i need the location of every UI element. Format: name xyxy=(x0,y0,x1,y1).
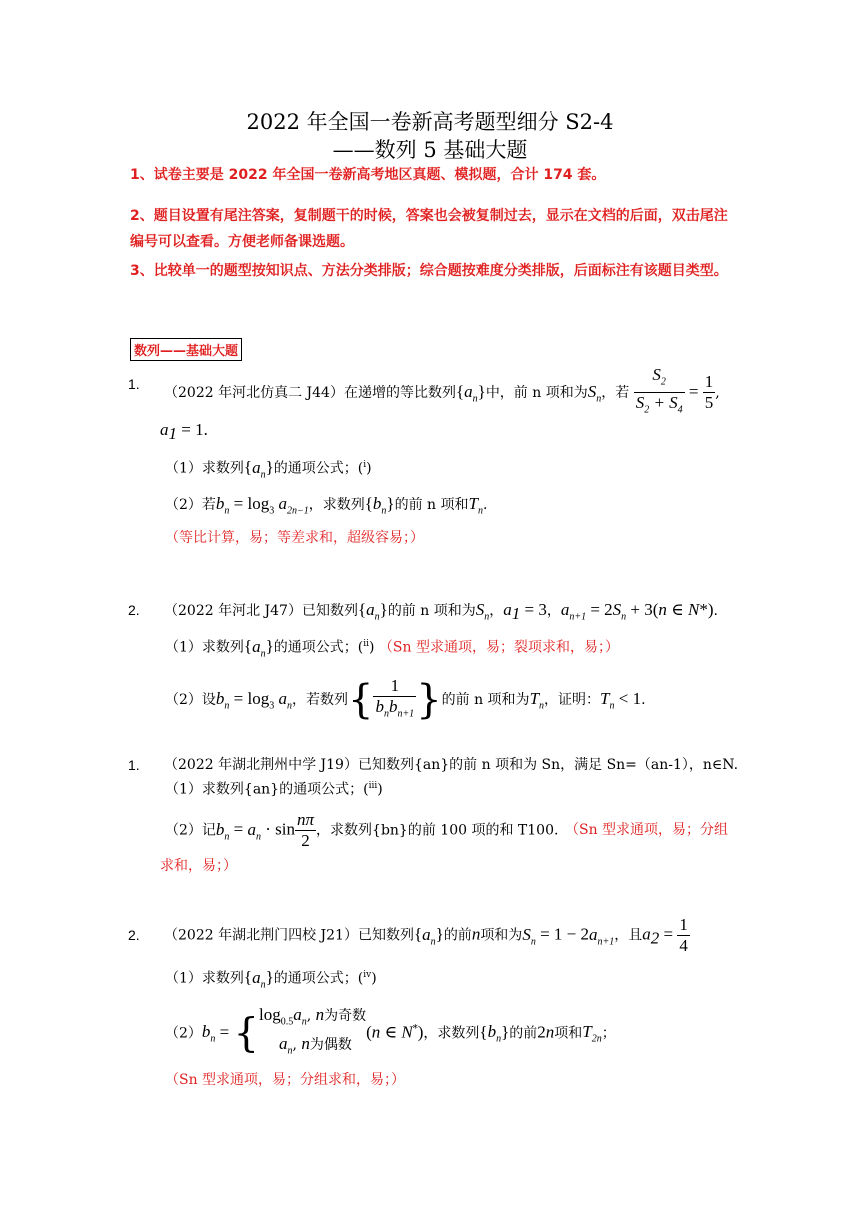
part-text: （2） xyxy=(165,1025,202,1042)
part-text: （2）设 xyxy=(165,692,216,709)
part-text: （2）记 xyxy=(165,822,216,839)
part-text: ，求数列{bn}的前 100 项的和 T100. xyxy=(316,822,559,839)
stem-text: 项和为 xyxy=(480,927,523,944)
part-1: （1）求数列$\{a_n\}$的通项公式；($^{ii}$) （Sn 型求通项，易；裂项求和，易；） xyxy=(165,636,619,660)
part-text: （1）求数列{an}的通项公式； xyxy=(165,781,364,798)
part-text: （2）若 xyxy=(165,497,216,513)
stem-text: 已知数列 xyxy=(357,927,414,944)
note-2: 2、题目设置有尾注答案，复制题干的时候，答案也会被复制过去，显示在文档的后面，双击尾注编号可以查看。方便老师备课选题。 xyxy=(130,208,728,250)
problem-source: （2022 年湖北荆门四校 J21） xyxy=(164,927,358,944)
endnote-ref[interactable]: iv xyxy=(363,970,372,980)
part-1: （1）求数列$\{a_n\}$的通项公式；($^{iv}$) xyxy=(165,967,377,991)
part-text: 的前 xyxy=(509,1025,538,1042)
endnote-ref[interactable]: iii xyxy=(368,781,378,791)
problem-number: 2. xyxy=(128,927,140,943)
part-1: （1）求数列$\{a_n\}$的通项公式；($^i$) xyxy=(165,457,372,481)
condition-a1: $a_1 = 1$. xyxy=(160,420,208,443)
problem-source: （2022 年湖北荆州中学 J19） xyxy=(164,757,358,773)
part-text: 的通项公式； xyxy=(273,970,358,987)
stem-text: 的前 xyxy=(443,927,472,944)
part-text: （1）求数列 xyxy=(165,460,244,477)
fraction-npi-2: $\frac{n\pi}{2}$ xyxy=(297,810,315,850)
problem-source: （2022 年河北仿真二 J44） xyxy=(164,384,344,401)
part-2: （2）若$b_n = \log_3 a_{2n-1}$，求数列$\{b_n\}$的前 n 项和$T_n$. xyxy=(165,494,488,517)
part-text: ，求数列 xyxy=(423,1025,480,1042)
stem-text: 的前 n 项和为 xyxy=(387,603,476,619)
note-1: 1、试卷主要是 2022 年全国一卷新高考地区真题、模拟题，合计 174 套。 xyxy=(130,167,606,183)
part-text: 的前 n 项和 xyxy=(394,497,469,513)
problem-number: 1. xyxy=(128,757,140,773)
note-3: 3、比较单一的题型按知识点、方法分类排版；综合题按难度分类排版，后面标注有该题目类型。 xyxy=(130,263,728,279)
part-text: 的前 n 项和为 xyxy=(441,692,530,709)
fraction-one-quarter: $\frac{1}{4}$ xyxy=(679,915,688,955)
part-2: $(2)b_n$ = { $\log_{0.5}a_n$, n为奇数 $a_n$, n为偶数 (n ∈ N*)，求数列$\{b_n\}$的前2n项和$T_{2n}$； xyxy=(165,1004,616,1063)
problem-stem xyxy=(164,755,738,775)
problem-stem: （2022 年湖北荆门四校 J21）已知数列$\{a_n\}$的前n项和为$S_n = 1 - 2a_{n+1}$，且$a_2$ = $\frac{1}{4}$ xyxy=(164,915,688,955)
stem-text: ，若 xyxy=(601,384,630,401)
problem-number: 2. xyxy=(128,602,140,618)
part-text: ，证明： xyxy=(544,692,601,709)
section-label: 数列——基础大题 xyxy=(130,338,242,361)
piecewise-cases: $\log_{0.5}a_n$, n为奇数 $a_n$, n为偶数 xyxy=(258,1005,367,1057)
page-title: 2022 年全国一卷新高考题型细分 S2-4 xyxy=(246,110,614,134)
problem-tag: （Sn 型求通项，易；分组求和，易；） xyxy=(165,1072,406,1088)
fraction-one-fifth: $\frac{1}{5}$ xyxy=(704,372,714,413)
part-2: （2）设$b_n = \log_3 a_n$，若数列{ $\frac{1}{b_nb_{n+1}}$ }的前 n 项和为$T_n$，证明：$T_n < 1$. xyxy=(165,676,646,724)
part-text: （1）求数列 xyxy=(165,639,244,656)
problem-tag: （Sn 型求通项，易；分组求和，易；） xyxy=(160,822,729,874)
stem-text: 中，前 n 项和为 xyxy=(485,384,588,401)
page-subtitle: ——数列 5 基础大题 xyxy=(332,138,528,162)
part-text: 项和 xyxy=(554,1025,583,1042)
part-2: （2）记$b_n = a_n \cdot \sin$ $\frac{n\pi}{2}$ ，求数列{bn}的前 100 项的和 T100. xyxy=(165,810,559,850)
stem-text: 在递增的等比数列 xyxy=(343,384,456,401)
stem-text: 已知数列{an}的前 n 项和为 Sn，满足 Sn=（an-1），n∈N. xyxy=(357,757,739,773)
problem-tag: （等比计算，易；等差求和，超级容易；） xyxy=(165,530,424,546)
stem-text: ，且 xyxy=(614,927,643,944)
part-text: 的通项公式； xyxy=(273,639,358,656)
case-odd: 为奇数 xyxy=(324,1008,367,1024)
stem-text: 已知数列 xyxy=(301,603,358,619)
part-text: ，求数列 xyxy=(308,497,365,513)
part-1: （1）求数列{an}的通项公式；($^{iii}$) xyxy=(165,781,383,798)
case-even: 为偶数 xyxy=(309,1037,352,1054)
problem-stem: （2022 年河北仿真二 J44）在递增的等比数列$\{a_n\}$中，前 n 项和为$S_n$，若 $\frac{S_2}{S_2 + S_4}$ = $\frac{1}{5}$ , xyxy=(164,365,720,421)
endnote-ref[interactable]: ii xyxy=(363,639,369,649)
problem-number: 1. xyxy=(128,376,140,392)
part-text: （1）求数列 xyxy=(165,970,244,987)
fraction-1-bnbn1: $\frac{1}{b_nb_{n+1}}$ xyxy=(375,676,415,720)
endnote-ref[interactable]: i xyxy=(363,460,367,470)
fraction-s2: $\frac{S_2}{S_2 + S_4}$ xyxy=(635,365,683,416)
part-text: 的通项公式； xyxy=(273,460,358,477)
part-text: ，若数列 xyxy=(291,692,348,709)
problem-tag: （Sn 型求通项，易；裂项求和，易；） xyxy=(378,639,619,656)
problem-source: （2022 年河北 J47） xyxy=(164,603,302,619)
problem-stem: （2022 年河北 J47）已知数列$\{a_n\}$的前 n 项和为$S_n$，$a_1 = 3$，$a_{n+1} = 2S_n + 3(n$ ∈ N*). xyxy=(164,600,718,623)
